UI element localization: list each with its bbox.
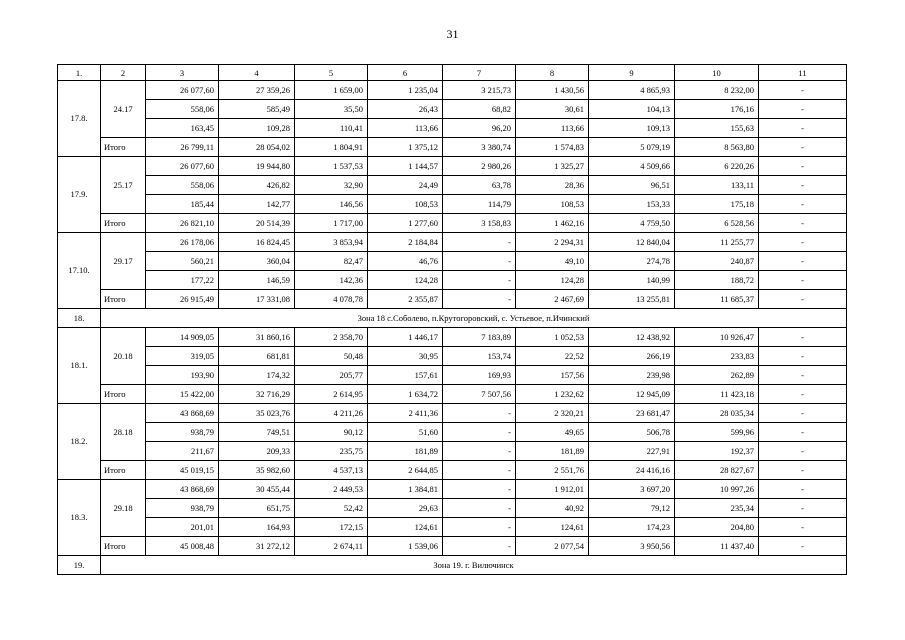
tariff-table bbox=[57, 64, 847, 575]
table-cell: 4 211,26 bbox=[295, 404, 368, 423]
table-cell: 1 144,57 bbox=[368, 157, 443, 176]
table-cell: 90,12 bbox=[295, 423, 368, 442]
table-cell: 31 860,16 bbox=[219, 328, 295, 347]
table-cell: 2 294,31 bbox=[516, 233, 589, 252]
table-cell: 11 255,77 bbox=[675, 233, 759, 252]
table-cell: 204,80 bbox=[675, 518, 759, 537]
total-cell: 26 799,11 bbox=[146, 138, 219, 157]
total-cell: 3 158,83 bbox=[443, 214, 516, 233]
table-cell: 164,93 bbox=[219, 518, 295, 537]
table-cell: 239,98 bbox=[589, 366, 675, 385]
table-cell: - bbox=[443, 233, 516, 252]
total-cell: 13 255,81 bbox=[589, 290, 675, 309]
table-cell: 172,15 bbox=[295, 518, 368, 537]
total-cell: - bbox=[443, 537, 516, 556]
table-row bbox=[58, 100, 847, 119]
table-cell: - bbox=[759, 366, 847, 385]
total-cell: 17 331,08 bbox=[219, 290, 295, 309]
column-header: 5 bbox=[295, 65, 368, 81]
table-cell: 181,89 bbox=[516, 442, 589, 461]
table-cell: 1 235,04 bbox=[368, 81, 443, 100]
total-cell: 12 945,09 bbox=[589, 385, 675, 404]
table-cell: 2 184,84 bbox=[368, 233, 443, 252]
table-cell: 52,42 bbox=[295, 499, 368, 518]
table-cell: 360,04 bbox=[219, 252, 295, 271]
table-cell: 749,51 bbox=[219, 423, 295, 442]
table-cell: 49,10 bbox=[516, 252, 589, 271]
table-cell: 2 411,36 bbox=[368, 404, 443, 423]
table-cell: 240,87 bbox=[675, 252, 759, 271]
table-cell: 124,61 bbox=[368, 518, 443, 537]
table-row bbox=[58, 442, 847, 461]
table-cell: 7 183,89 bbox=[443, 328, 516, 347]
table-cell: - bbox=[759, 518, 847, 537]
table-cell: 1 430,56 bbox=[516, 81, 589, 100]
table-cell: - bbox=[759, 157, 847, 176]
table-cell: 153,33 bbox=[589, 195, 675, 214]
table-cell: - bbox=[759, 81, 847, 100]
table-cell: 585,49 bbox=[219, 100, 295, 119]
table-row bbox=[58, 499, 847, 518]
total-cell: 1 804,91 bbox=[295, 138, 368, 157]
table-row bbox=[58, 176, 847, 195]
table-cell: 188,72 bbox=[675, 271, 759, 290]
table-cell: 26 178,06 bbox=[146, 233, 219, 252]
table-cell: 227,91 bbox=[589, 442, 675, 461]
total-cell: 11 437,40 bbox=[675, 537, 759, 556]
table-cell: 266,19 bbox=[589, 347, 675, 366]
table-row bbox=[58, 252, 847, 271]
table-cell: 46,76 bbox=[368, 252, 443, 271]
total-cell: 1 375,12 bbox=[368, 138, 443, 157]
table-cell: 26,43 bbox=[368, 100, 443, 119]
table-cell: 108,53 bbox=[516, 195, 589, 214]
table-cell: 157,61 bbox=[368, 366, 443, 385]
total-cell: 4 537,13 bbox=[295, 461, 368, 480]
table-cell: - bbox=[759, 442, 847, 461]
total-cell: - bbox=[759, 138, 847, 157]
table-row bbox=[58, 404, 847, 423]
total-cell: 4 759,50 bbox=[589, 214, 675, 233]
total-cell: 4 078,78 bbox=[295, 290, 368, 309]
table-cell: 153,74 bbox=[443, 347, 516, 366]
row-code: 29.18 bbox=[101, 480, 146, 537]
total-cell: 2 644,85 bbox=[368, 461, 443, 480]
total-label: Итого bbox=[101, 138, 146, 157]
total-cell: 24 416,16 bbox=[589, 461, 675, 480]
table-cell: - bbox=[759, 404, 847, 423]
total-cell: 45 008,48 bbox=[146, 537, 219, 556]
zone-row bbox=[58, 556, 847, 575]
page-number: 31 bbox=[446, 27, 459, 41]
table-cell: - bbox=[759, 176, 847, 195]
total-row bbox=[58, 290, 847, 309]
table-cell: 169,93 bbox=[443, 366, 516, 385]
table-cell: 114,79 bbox=[443, 195, 516, 214]
table-cell: 124,28 bbox=[368, 271, 443, 290]
total-cell: 1 539,06 bbox=[368, 537, 443, 556]
table-cell: 185,44 bbox=[146, 195, 219, 214]
table-cell: 30 455,44 bbox=[219, 480, 295, 499]
table-cell: - bbox=[443, 252, 516, 271]
total-cell: 3 380,74 bbox=[443, 138, 516, 157]
table-cell: 96,20 bbox=[443, 119, 516, 138]
table-cell: 96,51 bbox=[589, 176, 675, 195]
row-code: 28.18 bbox=[101, 404, 146, 461]
table-cell: 4 865,93 bbox=[589, 81, 675, 100]
table-row bbox=[58, 328, 847, 347]
total-cell: 26 821,10 bbox=[146, 214, 219, 233]
table-cell: 193,90 bbox=[146, 366, 219, 385]
table-cell: 50,48 bbox=[295, 347, 368, 366]
table-cell: - bbox=[443, 480, 516, 499]
table-cell: 2 449,53 bbox=[295, 480, 368, 499]
table-cell: 35,50 bbox=[295, 100, 368, 119]
table-cell: 28,36 bbox=[516, 176, 589, 195]
table-row bbox=[58, 423, 847, 442]
table-cell: 142,77 bbox=[219, 195, 295, 214]
table-cell: - bbox=[443, 271, 516, 290]
table-cell: 43 868,69 bbox=[146, 480, 219, 499]
table-cell: 23 681,47 bbox=[589, 404, 675, 423]
table-cell: 2 980,26 bbox=[443, 157, 516, 176]
total-cell: 31 272,12 bbox=[219, 537, 295, 556]
table-cell: 201,01 bbox=[146, 518, 219, 537]
total-cell: 1 277,60 bbox=[368, 214, 443, 233]
table-cell: 3 215,73 bbox=[443, 81, 516, 100]
table-cell: 155,63 bbox=[675, 119, 759, 138]
table-cell: - bbox=[759, 480, 847, 499]
total-cell: - bbox=[759, 537, 847, 556]
table-cell: 29,63 bbox=[368, 499, 443, 518]
table-cell: 3 853,94 bbox=[295, 233, 368, 252]
table-row bbox=[58, 119, 847, 138]
header-row bbox=[58, 65, 847, 81]
table-cell: 1 325,27 bbox=[516, 157, 589, 176]
row-number: 17.8. bbox=[58, 81, 101, 157]
row-code: 29.17 bbox=[101, 233, 146, 290]
total-cell: - bbox=[759, 214, 847, 233]
table-cell: 2 358,70 bbox=[295, 328, 368, 347]
table-cell: 599,96 bbox=[675, 423, 759, 442]
table-cell: - bbox=[443, 442, 516, 461]
total-cell: 28 827,67 bbox=[675, 461, 759, 480]
table-cell: 205,77 bbox=[295, 366, 368, 385]
total-row bbox=[58, 537, 847, 556]
table-row bbox=[58, 233, 847, 252]
table-row bbox=[58, 347, 847, 366]
table-cell: 6 220,26 bbox=[675, 157, 759, 176]
table-cell: 40,92 bbox=[516, 499, 589, 518]
total-cell: 1 717,00 bbox=[295, 214, 368, 233]
table-cell: 262,89 bbox=[675, 366, 759, 385]
table-cell: 28 035,34 bbox=[675, 404, 759, 423]
total-cell: 20 514,39 bbox=[219, 214, 295, 233]
table-cell: - bbox=[759, 328, 847, 347]
total-cell: 11 685,37 bbox=[675, 290, 759, 309]
table-cell: 1 446,17 bbox=[368, 328, 443, 347]
table-cell: 110,41 bbox=[295, 119, 368, 138]
table-cell: 1 537,53 bbox=[295, 157, 368, 176]
total-label: Итого bbox=[101, 461, 146, 480]
total-cell: 32 716,29 bbox=[219, 385, 295, 404]
table-cell: 319,05 bbox=[146, 347, 219, 366]
table-cell: 558,06 bbox=[146, 176, 219, 195]
total-cell: - bbox=[443, 461, 516, 480]
table-cell: - bbox=[759, 423, 847, 442]
total-row bbox=[58, 461, 847, 480]
table-row bbox=[58, 271, 847, 290]
row-code: 20.18 bbox=[101, 328, 146, 385]
table-cell: 681,81 bbox=[219, 347, 295, 366]
total-cell: 35 982,60 bbox=[219, 461, 295, 480]
table-cell: - bbox=[759, 100, 847, 119]
total-cell: 1 232,62 bbox=[516, 385, 589, 404]
table-cell: 104,13 bbox=[589, 100, 675, 119]
table-cell: 651,75 bbox=[219, 499, 295, 518]
table-cell: 157,56 bbox=[516, 366, 589, 385]
table-cell: 8 232,00 bbox=[675, 81, 759, 100]
table-cell: 109,13 bbox=[589, 119, 675, 138]
table-cell: 426,82 bbox=[219, 176, 295, 195]
total-cell: 5 079,19 bbox=[589, 138, 675, 157]
table-cell: 938,79 bbox=[146, 499, 219, 518]
table-row bbox=[58, 81, 847, 100]
column-header: 9 bbox=[589, 65, 675, 81]
total-cell: 6 528,56 bbox=[675, 214, 759, 233]
table-cell: 558,06 bbox=[146, 100, 219, 119]
table-cell: 163,45 bbox=[146, 119, 219, 138]
total-cell: 11 423,18 bbox=[675, 385, 759, 404]
table-cell: 10 926,47 bbox=[675, 328, 759, 347]
zone-row bbox=[58, 309, 847, 328]
total-cell: 26 915,49 bbox=[146, 290, 219, 309]
table-cell: 30,95 bbox=[368, 347, 443, 366]
column-header: 1. bbox=[58, 65, 101, 81]
zone-title: Зона 18 с.Соболево, п.Крутогоровский, с. Устьевое, п.Ичинский bbox=[101, 309, 847, 328]
total-cell: 2 551,76 bbox=[516, 461, 589, 480]
row-number: 19. bbox=[58, 556, 101, 575]
total-row bbox=[58, 214, 847, 233]
column-header: 11 bbox=[759, 65, 847, 81]
table-row bbox=[58, 157, 847, 176]
table-row bbox=[58, 480, 847, 499]
table-cell: - bbox=[759, 499, 847, 518]
table-cell: - bbox=[443, 499, 516, 518]
total-label: Итого bbox=[101, 290, 146, 309]
row-code: 25.17 bbox=[101, 157, 146, 214]
total-label: Итого bbox=[101, 537, 146, 556]
total-cell: 1 634,72 bbox=[368, 385, 443, 404]
table-cell: - bbox=[759, 271, 847, 290]
table-cell: - bbox=[443, 404, 516, 423]
table-cell: 177,22 bbox=[146, 271, 219, 290]
table-cell: 175,18 bbox=[675, 195, 759, 214]
table-cell: 560,21 bbox=[146, 252, 219, 271]
total-cell: 7 507,56 bbox=[443, 385, 516, 404]
table-cell: 19 944,80 bbox=[219, 157, 295, 176]
row-number: 18.3. bbox=[58, 480, 101, 556]
table-cell: 1 052,53 bbox=[516, 328, 589, 347]
total-cell: 2 614,95 bbox=[295, 385, 368, 404]
column-header: 3 bbox=[146, 65, 219, 81]
row-number: 17.10. bbox=[58, 233, 101, 309]
table-cell: 113,66 bbox=[368, 119, 443, 138]
total-cell: 1 462,16 bbox=[516, 214, 589, 233]
row-number: 18.1. bbox=[58, 328, 101, 404]
table-cell: 174,23 bbox=[589, 518, 675, 537]
table-cell: 49,65 bbox=[516, 423, 589, 442]
total-cell: 8 563,80 bbox=[675, 138, 759, 157]
table-cell: 506,78 bbox=[589, 423, 675, 442]
row-number: 18. bbox=[58, 309, 101, 328]
table-cell: 32,90 bbox=[295, 176, 368, 195]
total-cell: 28 054,02 bbox=[219, 138, 295, 157]
table-cell: 68,82 bbox=[443, 100, 516, 119]
total-cell: 2 355,87 bbox=[368, 290, 443, 309]
table-cell: 12 840,04 bbox=[589, 233, 675, 252]
table-cell: 63,78 bbox=[443, 176, 516, 195]
column-header: 6 bbox=[368, 65, 443, 81]
row-code: 24.17 bbox=[101, 81, 146, 138]
table-cell: 10 997,26 bbox=[675, 480, 759, 499]
table-cell: 27 359,26 bbox=[219, 81, 295, 100]
table-cell: - bbox=[759, 347, 847, 366]
table-cell: 176,16 bbox=[675, 100, 759, 119]
table-cell: 235,34 bbox=[675, 499, 759, 518]
table-cell: 51,60 bbox=[368, 423, 443, 442]
table-cell: 192,37 bbox=[675, 442, 759, 461]
table-cell: 30,61 bbox=[516, 100, 589, 119]
total-label: Итого bbox=[101, 385, 146, 404]
table-cell: 16 824,45 bbox=[219, 233, 295, 252]
table-cell: 82,47 bbox=[295, 252, 368, 271]
table-cell: 124,61 bbox=[516, 518, 589, 537]
table-cell: 235,75 bbox=[295, 442, 368, 461]
total-cell: - bbox=[759, 461, 847, 480]
table-row bbox=[58, 195, 847, 214]
zone-title: Зона 19. г. Вилючинск bbox=[101, 556, 847, 575]
table-cell: 4 509,66 bbox=[589, 157, 675, 176]
table-cell: 140,99 bbox=[589, 271, 675, 290]
total-cell: 45 019,15 bbox=[146, 461, 219, 480]
total-label: Итого bbox=[101, 214, 146, 233]
column-header: 8 bbox=[516, 65, 589, 81]
table-cell: 1 659,00 bbox=[295, 81, 368, 100]
table-cell: 174,32 bbox=[219, 366, 295, 385]
column-header: 10 bbox=[675, 65, 759, 81]
table-cell: 26 077,60 bbox=[146, 81, 219, 100]
column-header: 2 bbox=[101, 65, 146, 81]
total-row bbox=[58, 385, 847, 404]
total-cell: 2 467,69 bbox=[516, 290, 589, 309]
total-cell: 2 077,54 bbox=[516, 537, 589, 556]
table-cell: 142,36 bbox=[295, 271, 368, 290]
column-header: 4 bbox=[219, 65, 295, 81]
table-cell: 3 697,20 bbox=[589, 480, 675, 499]
table-cell: 43 868,69 bbox=[146, 404, 219, 423]
table-cell: 211,67 bbox=[146, 442, 219, 461]
table-cell: 181,89 bbox=[368, 442, 443, 461]
table-cell: 1 384,81 bbox=[368, 480, 443, 499]
table-cell: 24,49 bbox=[368, 176, 443, 195]
table-cell: 35 023,76 bbox=[219, 404, 295, 423]
total-cell: - bbox=[759, 290, 847, 309]
table-cell: 133,11 bbox=[675, 176, 759, 195]
total-cell: 2 674,11 bbox=[295, 537, 368, 556]
table-cell: - bbox=[443, 518, 516, 537]
total-cell: - bbox=[443, 290, 516, 309]
table-row bbox=[58, 366, 847, 385]
total-row bbox=[58, 138, 847, 157]
table-cell: 2 320,21 bbox=[516, 404, 589, 423]
row-number: 17.9. bbox=[58, 157, 101, 233]
row-number: 18.2. bbox=[58, 404, 101, 480]
table-cell: - bbox=[759, 233, 847, 252]
table-cell: 274,78 bbox=[589, 252, 675, 271]
table-cell: 14 909,05 bbox=[146, 328, 219, 347]
table-cell: - bbox=[759, 252, 847, 271]
table-cell: 233,83 bbox=[675, 347, 759, 366]
table-cell: 124,28 bbox=[516, 271, 589, 290]
table-cell: 12 438,92 bbox=[589, 328, 675, 347]
table-cell: 146,56 bbox=[295, 195, 368, 214]
total-cell: 1 574,83 bbox=[516, 138, 589, 157]
table-cell: - bbox=[443, 423, 516, 442]
table-cell: 113,66 bbox=[516, 119, 589, 138]
table-cell: 938,79 bbox=[146, 423, 219, 442]
table-cell: - bbox=[759, 195, 847, 214]
table-cell: 209,33 bbox=[219, 442, 295, 461]
table-cell: 1 912,01 bbox=[516, 480, 589, 499]
table-cell: 26 077,60 bbox=[146, 157, 219, 176]
table-cell: 22,52 bbox=[516, 347, 589, 366]
table-cell: 146,59 bbox=[219, 271, 295, 290]
total-cell: 15 422,00 bbox=[146, 385, 219, 404]
table-cell: 79,12 bbox=[589, 499, 675, 518]
table-cell: - bbox=[759, 119, 847, 138]
table-cell: 109,28 bbox=[219, 119, 295, 138]
column-header: 7 bbox=[443, 65, 516, 81]
table-row bbox=[58, 518, 847, 537]
total-cell: - bbox=[759, 385, 847, 404]
total-cell: 3 950,56 bbox=[589, 537, 675, 556]
table-cell: 108,53 bbox=[368, 195, 443, 214]
